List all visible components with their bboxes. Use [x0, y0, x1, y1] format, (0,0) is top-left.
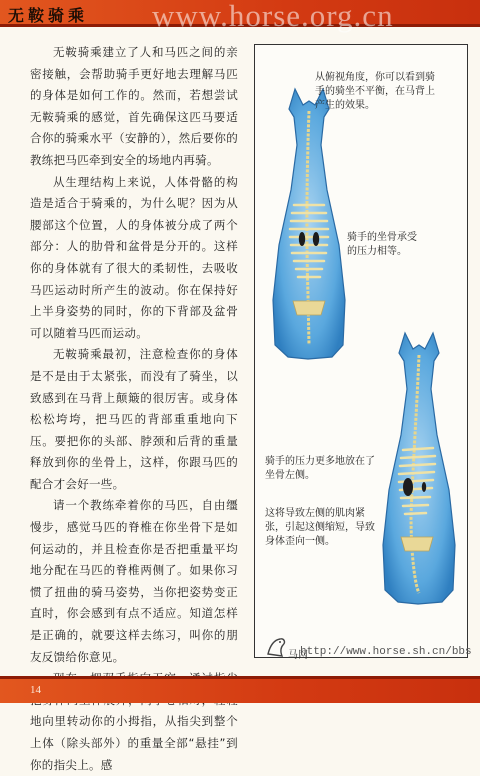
site-watermark: www.horse.org.cn	[152, 0, 394, 33]
paragraph-2: 从生理结构上来说，人体骨骼的构造是适合于骑乘的，为什么呢？因为从腰部这个位置，人的身体被分成了两个部分：人的肋骨和盆骨是分开的。这样你的身体就有了很大的柔韧性，去吸收马匹运动时所产生的波动。你在保持好上半身姿势的同时，你的下背部及盆骨可以随着马匹而运动。	[30, 174, 238, 340]
annotation-equal-pressure: 骑手的坐骨承受的压力相等。	[347, 232, 417, 257]
annotation-top-view: 从俯视角度，你可以看到骑手的骑坐不平衡，在马背上产生的效果。	[315, 72, 435, 111]
annotation-muscle-effect: 这将导致左侧的肌肉紧张，引起这侧缩短，导致身体歪向一侧。	[265, 508, 375, 547]
horse-uneven	[383, 333, 455, 604]
seat-bone-left	[299, 232, 305, 246]
horse-spine-figure	[254, 44, 468, 658]
section-title: 无鞍骑乘	[8, 6, 89, 25]
paragraph-4: 请一个教练牵着你的马匹，自由缰慢步，感觉马匹的脊椎在你坐骨下是如何运动的，并且检查你是否把重量平均地分配在马匹的脊椎两侧了。如果你习惯了扭曲的骑马姿势，当你把姿势变正直时，你会感到有点不适应。知道怎样是正确的，就要这样去练习，叫你的朋友反馈给你意见。	[30, 498, 238, 664]
page-number: 14	[30, 684, 41, 696]
annotation-left-pressure: 骑手的压力更多地放在了坐骨左侧。	[265, 456, 375, 481]
article-body	[30, 42, 238, 776]
seat-bone-left-heavy	[403, 478, 413, 496]
paragraph-5: 地向里转动你的小拇指，从指尖到整个上体（除头部外）的重量全部“悬挂”到你的指尖上。感	[30, 714, 238, 772]
horse-topview-illustration	[255, 45, 467, 657]
seat-bone-right-light	[422, 482, 426, 492]
seat-bone-right	[313, 232, 319, 246]
footer-band	[0, 679, 480, 703]
forum-url[interactable]: http://www.horse.sh.cn/bbs	[300, 646, 472, 658]
paragraph-1: 无鞍骑乘建立了人和马匹之间的亲密接触，会帮助骑手更好地去理解马匹的身体是如何工作的。然而，若想尝试无鞍骑乘的感觉，首先确保这匹马要适合你的骑乘水平（安静的），然后要你的教练把马匹牵到安全的场地内再骑。	[30, 45, 238, 167]
logo-text: 马网	[288, 650, 308, 661]
horse-balanced	[273, 89, 345, 359]
paragraph-3: 无鞍骑乘最初，注意检查你的身体是不是由于太紧张，而没有了骑坐，以致感到在马背上颠簸的很厉害。或身体松松垮垮，把马匹的背部重重地向下压。要把你的头部、脖颈和后背的重量释放到你的坐骨上，这样，你跟马匹的配合才会好一些。	[30, 347, 238, 491]
